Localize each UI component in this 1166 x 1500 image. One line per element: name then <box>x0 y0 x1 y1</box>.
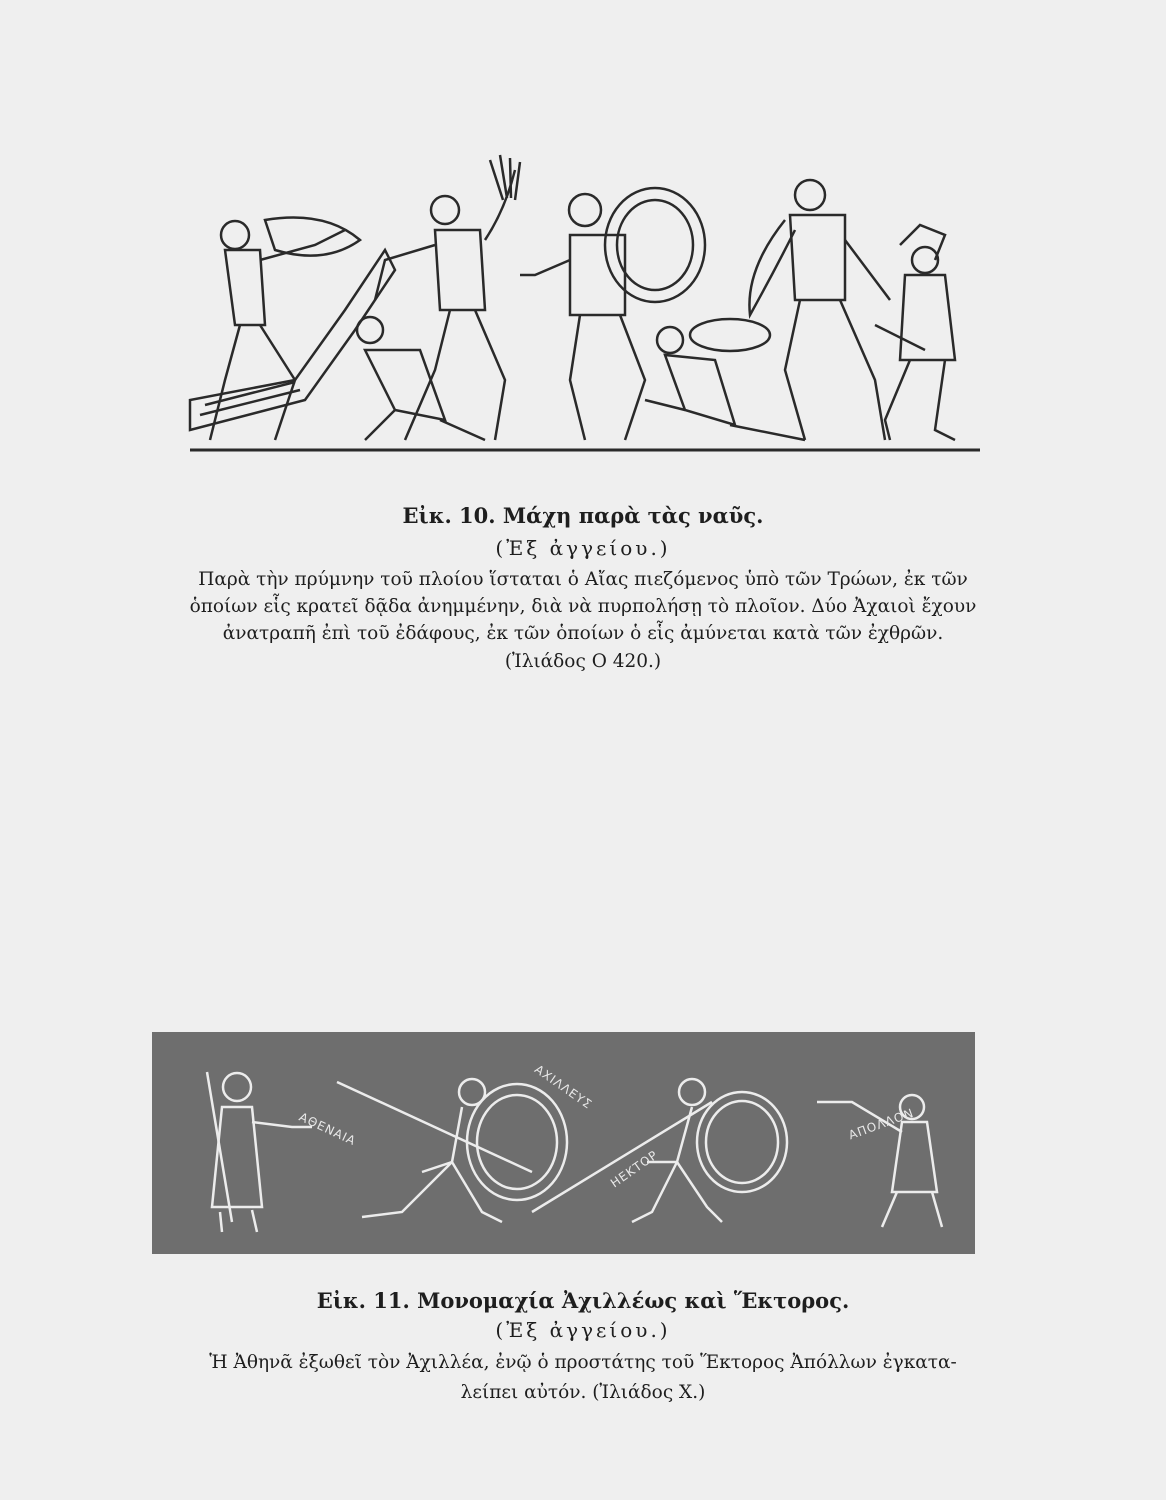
figure-11-figures <box>152 1032 975 1254</box>
figure-11-caption-title: Εἰκ. 11. Μονομαχία Ἀχιλλέως καὶ Ἕκτορος. <box>316 1288 850 1313</box>
figure-10-caption-source: (Ἐξ ἀγγείου.) <box>495 536 671 560</box>
figure-11-description-line-1: Ἡ Ἀθηνᾶ ἐξωθεῖ τὸν Ἀχιλλέα, ἐνῷ ὁ προστάτης τοῦ Ἕκτορος Ἀπόλλων ἐγκατα- <box>209 1352 957 1373</box>
figure-11-illustration <box>152 1032 975 1254</box>
figure-10-description-line-2: ὁποίων εἷς κρατεῖ δᾷδα ἀνημμένην, διὰ νὰ πυρπολήσῃ τὸ πλοῖον. Δύο Ἀχαιοὶ ἔχουν <box>189 596 977 617</box>
figure-11-caption-source: (Ἐξ ἀγγείου.) <box>495 1318 671 1342</box>
vase-label-athena: ΑΘΕΝΑΙΑ <box>296 1109 359 1149</box>
figure-10-description-line-3: ἀνατραπῆ ἐπὶ τοῦ ἐδάφους, ἐκ τῶν ὁποίων ὁ εἷς ἀμύνεται κατὰ τῶν ἐχθρῶν. <box>222 623 944 644</box>
figure-10-illustration <box>185 150 985 460</box>
figure-10-description-line-1: Παρὰ τὴν πρύμνην τοῦ πλοίου ἵσταται ὁ Αἴας πιεζόμενος ὑπὸ τῶν Τρώων, ἐκ τῶν <box>198 569 968 590</box>
figure-11-description-line-2: λείπει αὐτόν. (Ἰλιάδος Χ.) <box>460 1382 706 1403</box>
figure-10-caption-title: Εἰκ. 10. Μάχη παρὰ τὰς ναῦς. <box>402 503 764 528</box>
vase-label-achilles: ΑΧΙΛΛΕΥΣ <box>532 1062 595 1112</box>
vase-label-hector: ΗΕΚΤΟΡ <box>607 1147 661 1191</box>
figure-10-reference: (Ἰλιάδος Ο 420.) <box>504 651 662 672</box>
vase-label-apollo: ΑΠΟΛΛΟΝ <box>846 1105 916 1143</box>
